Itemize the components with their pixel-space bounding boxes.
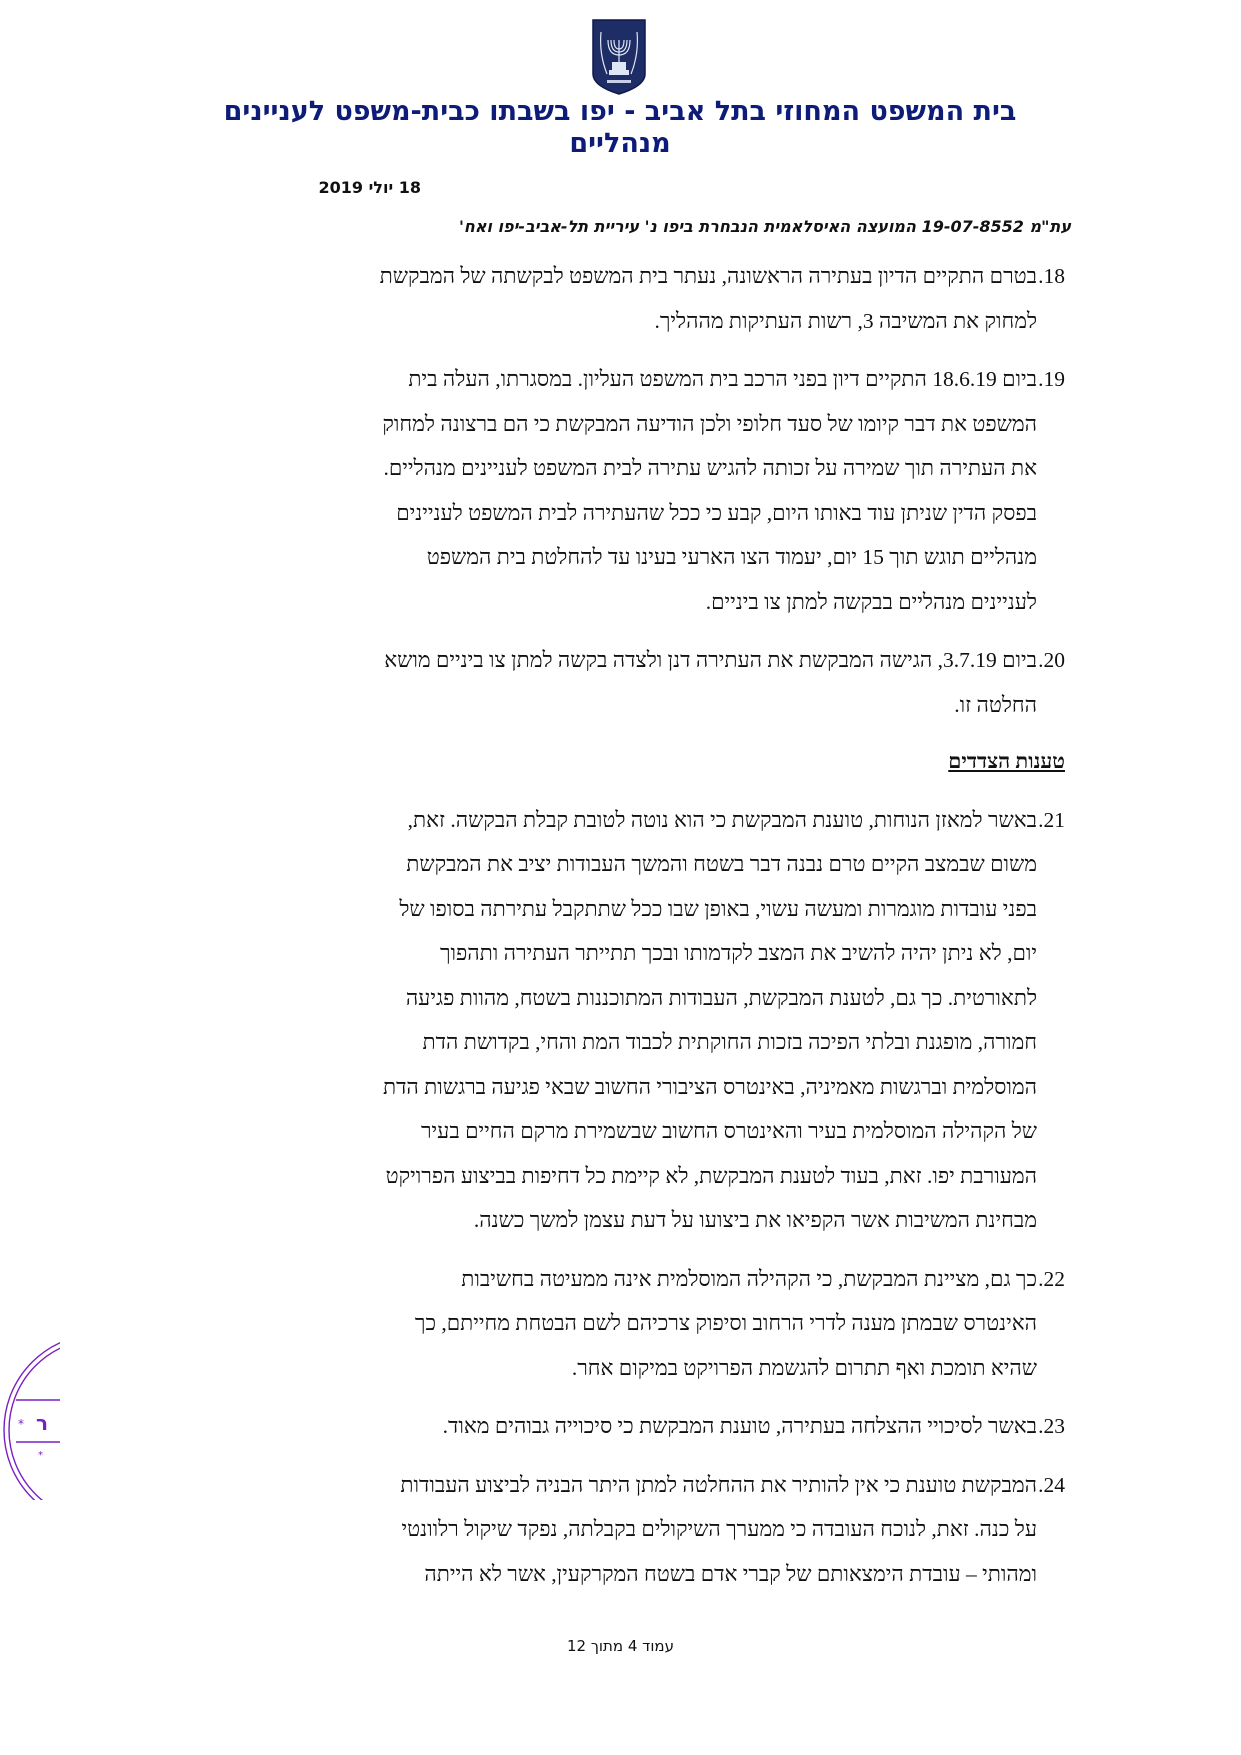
paragraph-line: באשר לסיכויי ההצלחה בעתירה, טוענת המבקשת כי סיכוייה גבוהים מאוד. [442, 1414, 1037, 1438]
paragraph-24 [185, 1463, 1065, 1597]
paragraph-line: על כנה. זאת, לנוכח העובדה כי ממערך השיקולים בקבלתה, נפקד שיקול רלוונטי [401, 1517, 1037, 1541]
paragraph-line: חמורה, מופגנת ובלתי הפיכה בזכות החוקתית לכבוד המת והחי, בקדושת הדת [422, 1030, 1037, 1054]
paragraph-number: 20. [1038, 648, 1065, 672]
paragraph-line: ביום 18.6.19 התקיים דיון בפני הרכב בית המשפט העליון. במסגרתו, העלה בית [408, 367, 1037, 391]
paragraph-line: באשר למאזן הנוחות, טוענת המבקשת כי הוא נוטה לטובת קבלת הבקשה. זאת, [407, 807, 1037, 832]
page-number: עמוד 4 מתוך 12 [567, 1637, 674, 1655]
paragraph-number: 21. [1038, 807, 1065, 832]
paragraph-line: משום שבמצב הקיים טרם נבנה דבר בשטח והמשך העבודות יציב את המבקשת [406, 852, 1037, 876]
paragraph-number: 22. [1038, 1266, 1065, 1291]
paragraph-number: 19. [1038, 367, 1065, 391]
paragraph-line: מבחינת המשיבות אשר הקפיאו את ביצועו על דעת עצמן למשך כשנה. [473, 1208, 1037, 1232]
paragraph-23 [185, 1404, 1065, 1449]
svg-text:*: * [38, 1450, 43, 1461]
paragraph-line: המבקשת טוענת כי אין להותיר את ההחלטה למתן היתר הבניה לביצוע העבודות [400, 1472, 1037, 1497]
paragraph-18 [185, 254, 1065, 343]
paragraph-number: 24. [1038, 1472, 1065, 1497]
paragraph-line: שהיא תומכת ואף תתרום להגשמת הפרויקט במיקום אחר. [571, 1355, 1037, 1380]
paragraph-line: של הקהילה המוסלמית בעיר והאינטרס החשוב שבשמירת מרקם החיים בעיר [420, 1119, 1037, 1143]
paragraph-21 [185, 798, 1065, 1243]
paragraph-line: החלטה זו. [954, 692, 1037, 717]
paragraph-22 [185, 1257, 1065, 1391]
paragraph-line: לעניינים מנהליים בבקשה למתן צו ביניים. [705, 589, 1037, 614]
paragraph-line: את העתירה תוך שמירה על זכותה להגיש עתירה לבית המשפט לעניינים מנהליים. [383, 456, 1037, 480]
paragraph-19 [185, 357, 1065, 624]
court-title-continued: מנהליים [569, 128, 671, 159]
paragraph-number: 18. [1038, 264, 1065, 288]
decision-date: 18 יולי 2019 [318, 178, 421, 197]
paragraph-line: כך גם, מציינת המבקשת, כי הקהילה המוסלמית אינה ממעיטה בחשיבות [461, 1266, 1037, 1291]
paragraph-line: בטרם התקיים הדיון בעתירה הראשונה, נעתר בית המשפט לבקשתה של המבקשת [379, 264, 1037, 288]
court-title: בית המשפט המחוזי בתל אביב - יפו בשבתו כבית-משפט לעניינים [223, 96, 1017, 127]
document-body [185, 254, 1065, 1596]
case-caption: עת"מ 19-07-8552 המועצה האיסלאמית הנבחרת ביפו נ' עיריית תל-אביב-יפו ואח' [459, 217, 1071, 236]
paragraph-line: בפני עובדות מוגמרות ומעשה עשוי, באופן שבו ככל שתתקבל עתירתה בסופו של [399, 896, 1037, 921]
paragraph-line: מנהליים תוגש תוך 15 יום, יעמוד הצו הארעי בעינו עד להחלטת בית המשפט [426, 545, 1037, 569]
paragraph-line: האינטרס שבמתן מענה לדרי הרחוב וסיפוק צרכיהם לשם הבטחת מחייתם, כך [414, 1311, 1037, 1335]
svg-text:*: * [18, 1417, 24, 1431]
paragraph-line: ביום 3.7.19, הגישה המבקשת את העתירה דנן ולצדה בקשה למתן צו ביניים מושא [384, 648, 1037, 672]
state-emblem-icon [591, 18, 647, 96]
court-stamp-icon [0, 1340, 60, 1500]
section-heading: טענות הצדדים [948, 749, 1065, 773]
paragraph-number: 23. [1038, 1414, 1065, 1438]
paragraph-20 [185, 638, 1065, 727]
svg-text:ר: ר [36, 1411, 49, 1435]
paragraph-line: ומהותי – עובדת הימצאותם של קברי אדם בשטח המקרקעין, אשר לא הייתה [424, 1561, 1037, 1586]
paragraph-line: המוסלמית וברגשות מאמיניה, באינטרס הציבורי החשוב שבאי פגיעה ברגשות הדת [382, 1074, 1037, 1099]
paragraph-line: בפסק הדין שניתן עוד באותו היום, קבע כי ככל שהעתירה לבית המשפט לעניינים [396, 500, 1037, 525]
paragraph-line: לתאורטית. כך גם, לטענת המבקשת, העבודות המתוכננות בשטח, מהוות פגיעה [405, 985, 1037, 1010]
paragraph-line: יום, לא ניתן יהיה להשיב את המצב לקדמותו ובכך תתייתר העתירה ותהפוך [439, 941, 1037, 965]
paragraph-line: למחוק את המשיבה 3, רשות העתיקות מההליך. [654, 308, 1037, 333]
paragraph-line: המעורבת יפו. זאת, בעוד לטענת המבקשת, לא קיימת כל דחיפות בביצוע הפרויקט [385, 1163, 1037, 1188]
paragraph-line: המשפט את דבר קיומו של סעד חלופי ולכן הודיעה המבקשת כי הם ברצונה למחוק [382, 411, 1037, 436]
